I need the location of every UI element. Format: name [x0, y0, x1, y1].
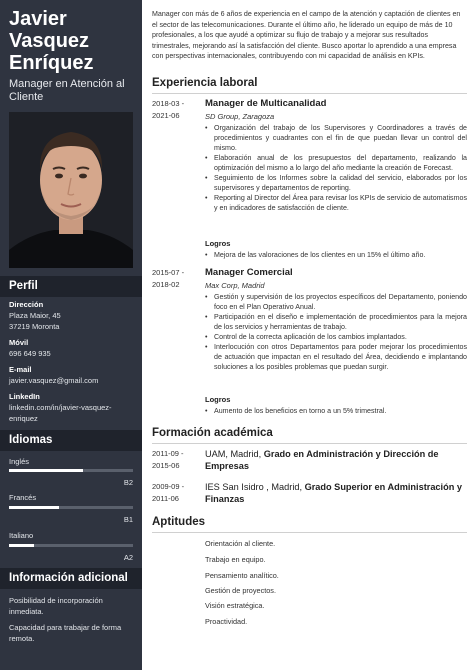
job-1-dates: [152, 98, 198, 122]
info-adicional-header: Información adicional: [0, 568, 142, 589]
language-bar-it: [9, 544, 133, 547]
language-fill-fr: [9, 506, 59, 509]
job-1-bullet: • Elaboración anual de los presupuestos del departamento, realizando la optimización del mismo a lo largo del año mediante la creación de Forecast.: [205, 153, 467, 173]
job-2-bullet: • Interlocución con otros Departamentos para poder mejorar los procedimientos de actuación que impactan en el resultado del Área, decidiendo e implantando soluciones a los posibles problemas que puedan surgir.: [205, 342, 467, 372]
language-fill-en: [9, 469, 83, 472]
edu-2-date-start: 2009-09 -: [152, 482, 185, 491]
email-label: E-mail: [9, 365, 32, 374]
portrait-image: [9, 112, 133, 268]
job-1-date-start: 2018-03 -: [152, 99, 185, 108]
linkedin-value-2[interactable]: enriquez: [9, 414, 38, 423]
language-level-fr: B1: [123, 515, 133, 524]
linkedin-value-1[interactable]: linkedin.com/in/javier-vasquez-: [9, 403, 112, 412]
language-level-en: B2: [123, 478, 133, 487]
job-2-logros: [205, 406, 467, 416]
experience-heading: Experiencia laboral: [152, 77, 467, 94]
edu-1-place: UAM, Madrid,: [205, 449, 264, 459]
language-bar-fr: [9, 506, 133, 509]
sidebar: [0, 0, 142, 670]
edu-1-dates: [152, 448, 198, 472]
skill-item: Visión estratégica.: [205, 601, 265, 610]
job-1-logros-label: Logros: [205, 239, 231, 248]
job-2-logro: • Aumento de los beneficios en torno a un 5% trimestral.: [205, 406, 467, 416]
professional-summary: Manager con más de 6 años de experiencia en el campo de la atención y captación de clientes en el sector de las telecomunicaciones. Durante el último año, he liderado un equipo de más de 10 profesionales, a los que ayudé a optimizar su flujo de trabajo y a mejorar sus resultados trimestrales, mejorando así la satisfacción del cliente. Busco aportar lo aprendido a una empresa con perspectivas internacionales, contribuyendo con mi capacidad de análisis en KPIs.: [152, 10, 461, 60]
job-2-company: Max Corp, Madrid: [205, 281, 265, 290]
job-1-bullets: [205, 123, 467, 213]
idiomas-header: Idiomas: [0, 430, 142, 451]
job-2-logros-label: Logros: [205, 395, 231, 404]
job-1-bullet: • Reporting al Director del Área para revisar los KPIs de servicio de automatismos y en indicadores de satisfacción de cliente.: [205, 193, 467, 213]
job-1-bullet: • Seguimiento de los Informes sobre la calidad del servicio, elaborados por los supervisores y departamentos de reporting.: [205, 173, 467, 193]
skill-item: Orientación al cliente.: [205, 539, 276, 548]
job-1-logro: • Mejora de las valoraciones de los clientes en un 15% el último año.: [205, 250, 467, 260]
first-name: Javier: [9, 8, 67, 30]
job-2-date-end: 2018-02: [152, 280, 180, 289]
edu-1-degree: Grado en Administración y Dirección de Empresas: [205, 449, 439, 471]
edu-2-dates: [152, 481, 198, 505]
full-name: [9, 8, 137, 74]
job-1-title: Manager de Multicanalidad: [205, 98, 327, 109]
skills-heading: Aptitudes: [152, 516, 467, 533]
perfil-header: Perfil: [0, 276, 142, 297]
job-2-bullet: • Control de la correcta aplicación de los cambios implantados.: [205, 332, 467, 342]
edu-2-entry: [205, 481, 467, 505]
job-2-title: Manager Comercial: [205, 267, 293, 278]
language-name-en: Inglés: [9, 457, 30, 466]
address-line-1: Plaza Maior, 45: [9, 311, 61, 320]
language-fill-it: [9, 544, 34, 547]
job-2-bullet: • Participación en el diseño e implementación de procedimientos para la mejora de los servicios y herramientas de trabajo.: [205, 312, 467, 332]
skill-item: Trabajo en equipo.: [205, 555, 266, 564]
middle-name: Vasquez: [9, 30, 90, 52]
skill-item: Gestión de proyectos.: [205, 586, 276, 595]
main-content: [142, 0, 474, 670]
skill-item: Pensamiento analítico.: [205, 571, 279, 580]
job-2-dates: [152, 267, 198, 291]
skill-item: Proactividad.: [205, 617, 248, 626]
edu-1-entry: [205, 448, 467, 472]
extra-info-1-line-2: inmediata.: [9, 607, 44, 616]
language-bar-en: [9, 469, 133, 472]
edu-2-date-end: 2011-06: [152, 494, 179, 503]
job-2-bullets: [205, 292, 467, 372]
language-level-it: A2: [123, 553, 133, 562]
profile-photo: [9, 112, 133, 268]
job-1-bullet: • Organización del trabajo de los Supervisores y Coordinadores a través de procedimientos y cuadrantes con el fin de que puedan llevar un control del mismo.: [205, 123, 467, 153]
linkedin-label: LinkedIn: [9, 392, 40, 401]
address-line-2: 37219 Moronta: [9, 322, 60, 331]
job-2-bullet: • Gestión y supervisión de los proyectos específicos del Departamento, poniendo foco en el Plan Operativo Anual.: [205, 292, 467, 312]
extra-info-2-line-2: remota.: [9, 634, 35, 643]
edu-1-date-end: 2015-06: [152, 461, 180, 470]
email-value[interactable]: javier.vasquez@gmail.com: [9, 376, 99, 385]
job-1-date-end: 2021-06: [152, 111, 180, 120]
extra-info-1-line-1: Posibilidad de incorporación: [9, 596, 103, 605]
phone-label: Móvil: [9, 338, 29, 347]
extra-info-2-line-1: Capacidad para trabajar de forma: [9, 623, 122, 632]
language-name-it: Italiano: [9, 531, 34, 540]
education-heading: Formación académica: [152, 427, 467, 444]
language-name-fr: Francés: [9, 493, 37, 502]
edu-1-date-start: 2011-09 -: [152, 449, 184, 458]
last-name: Enríquez: [9, 52, 94, 74]
job-1-company: SD Group, Zaragoza: [205, 112, 275, 121]
edu-2-degree: Grado Superior en Administración y Finanzas: [205, 482, 462, 504]
phone-value: 696 649 935: [9, 349, 51, 358]
address-label: Dirección: [9, 300, 44, 309]
job-1-logros: [205, 250, 467, 260]
job-role: Manager en Atención al Cliente: [9, 78, 125, 103]
job-2-date-start: 2015-07 -: [152, 268, 185, 277]
edu-2-place: IES San Isidro , Madrid,: [205, 482, 305, 492]
